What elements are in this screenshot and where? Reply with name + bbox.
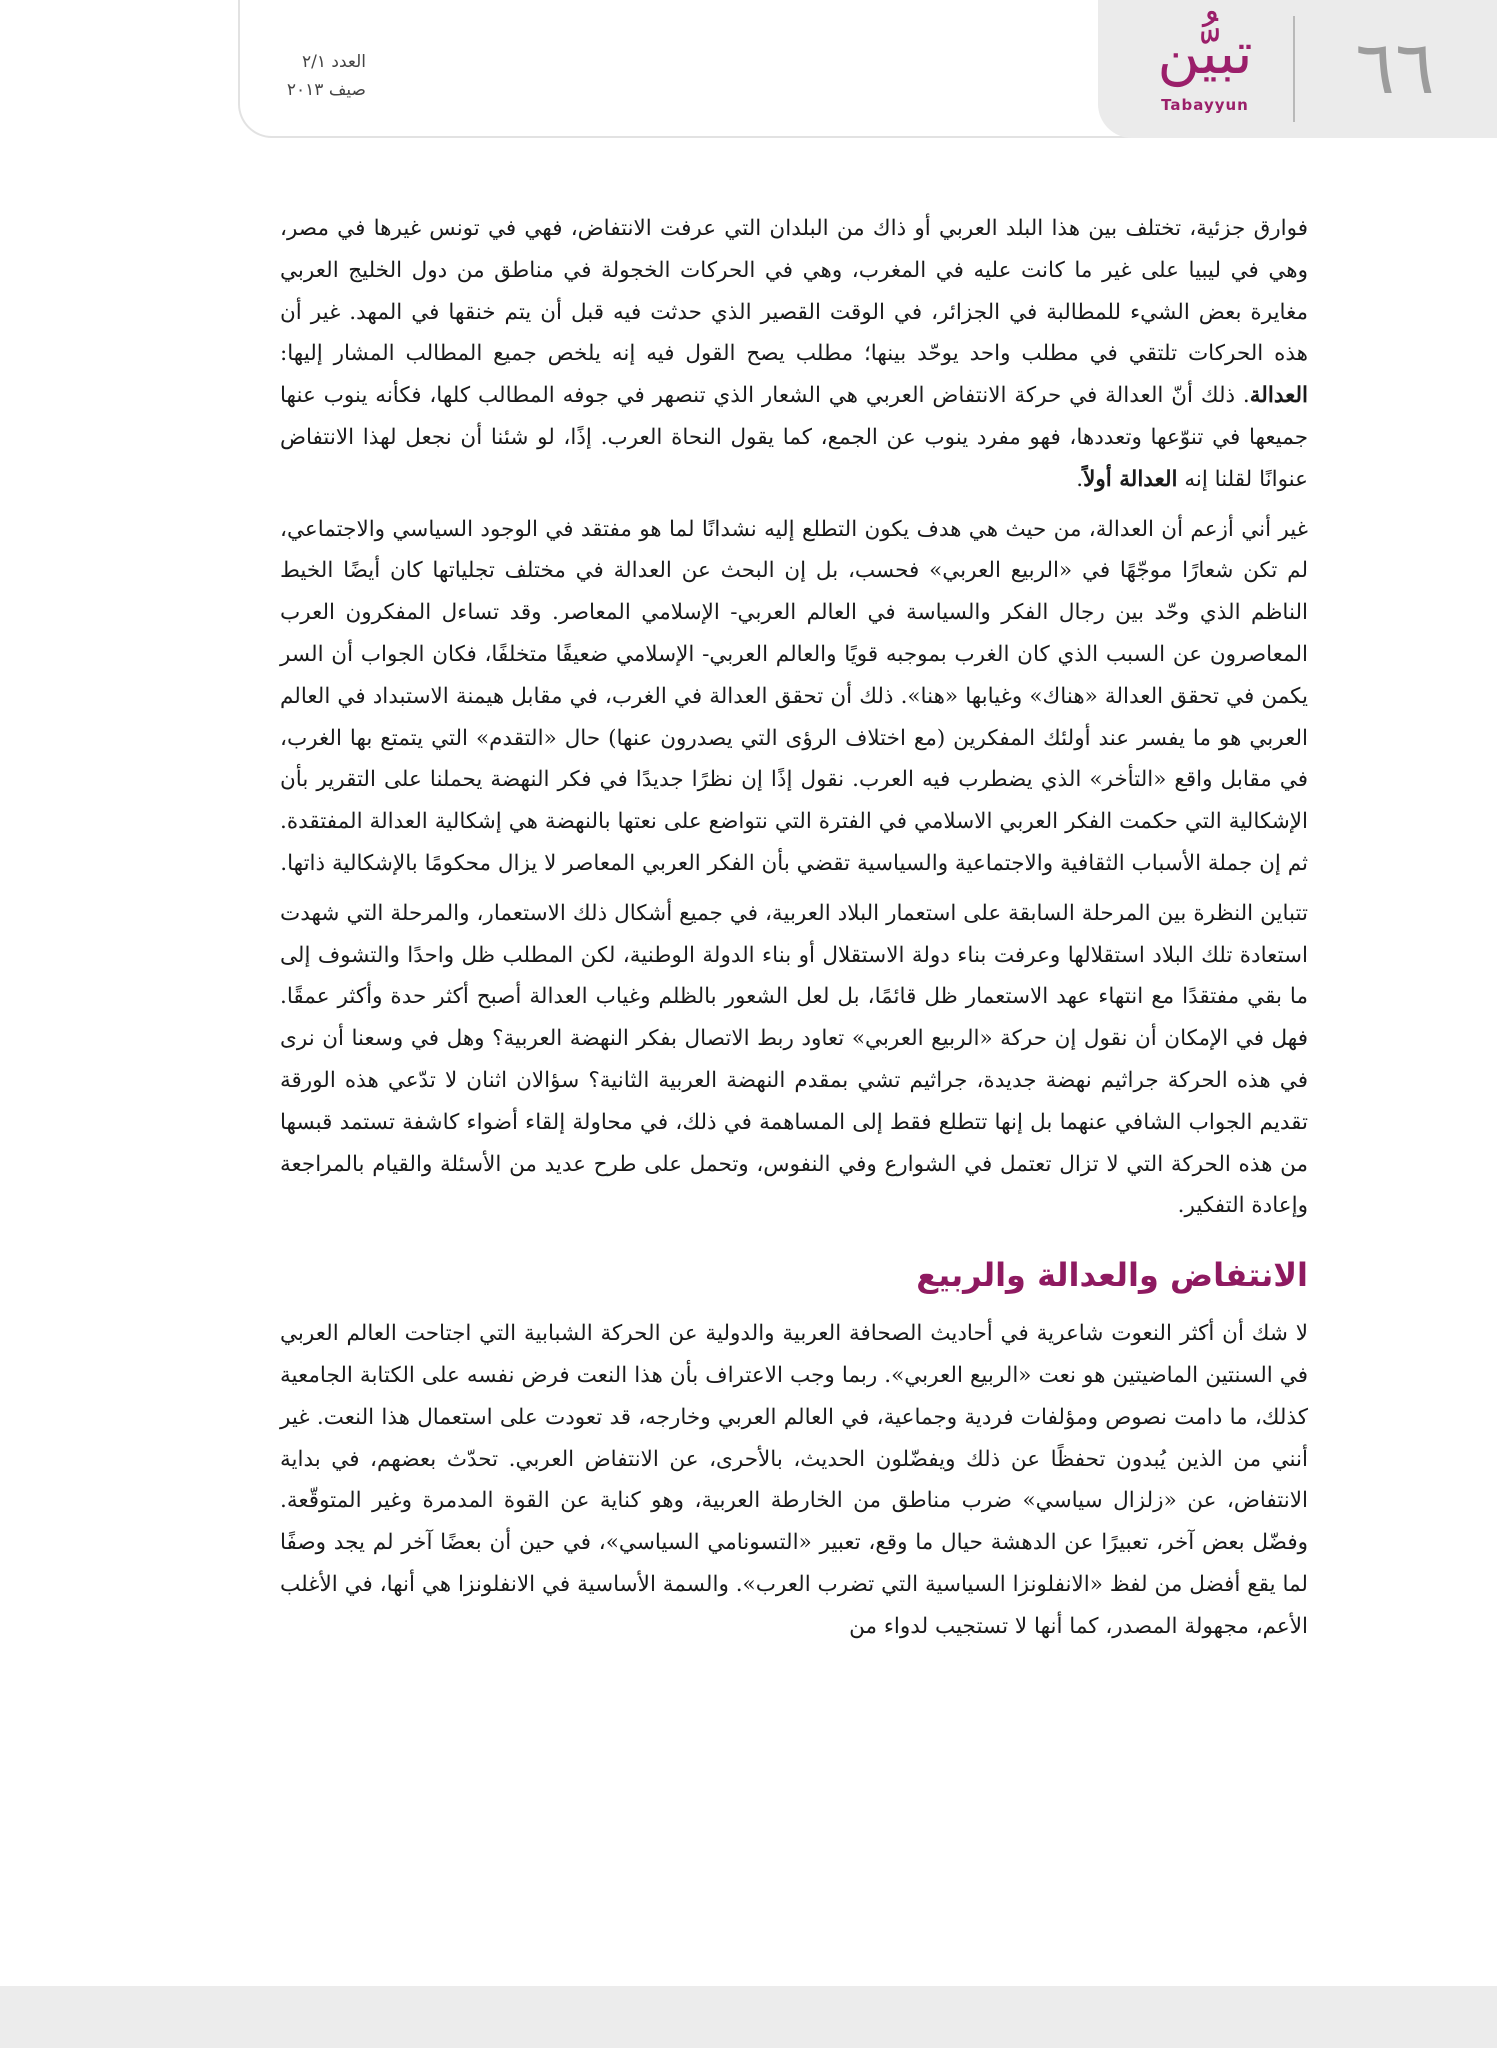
paragraph-1-part-e: .	[1076, 466, 1084, 492]
logo-latin-text: Tabayyun	[1161, 96, 1249, 114]
paragraph-2: غير أني أزعم أن العدالة، من حيث هي هدف يكون التطلع إليه نشدانًا لما هو مفتقد في الوجود السياسي والاجتماعي، لم تكن شعارًا موجّهًا في «الربيع العربي» فحسب، بل إن البحث عن العدالة في مختلف تجلياتها كان أيضًا الخيط الناظم الذي وحّد بين رجال الفكر والسياسة في العالم العربي- الإسلامي المعاصر. وقد تساءل المفكرون العرب المعاصرون عن السبب الذي كان الغرب بموجبه قويًا والعالم العربي- الإسلامي ضعيفًا متخلفًا، فكان الجواب أن السر يكمن في تحقق العدالة «هناك» وغيابها «هنا». ذلك أن تحقق العدالة في الغرب، في مقابل هيمنة الاستبداد في العالم العربي هو ما يفسر عند أولئك المفكرين (مع اختلاف الرؤى التي يصدرون عنها) حال «التقدم» التي يتمتع بها الغرب، في مقابل واقع «التأخر» الذي يضطرب فيه العرب. نقول إذًا إن نظرًا جديدًا في فكر النهضة يحملنا على التقرير بأن الإشكالية التي حكمت الفكر العربي الاسلامي في الفترة التي نتواضع على نعتها بالنهضة هي إشكالية العدالة المفتقدة. ثم إن جملة الأسباب الثقافية والاجتماعية والسياسية تقضي بأن الفكر العربي المعاصر لا يزال محكومًا بالإشكالية ذاتها.	[280, 516, 1308, 876]
issue-number: العدد ٢/١	[301, 52, 366, 72]
tabayyun-logo	[1120, 16, 1290, 126]
paragraph-1-part-c: . ذلك أنّ العدالة في حركة الانتفاض العربي هي الشعار الذي تنصهر في جوفه المطالب كلها، فكأنه ينوب عنها جميعها في تنوّعها وتعددها، فهو مفرد ينوب عن الجمع، كما يقول النحاة العرب. إذًا، لو شئنا أن نجعل لهذا الانتفاض عنوانًا لقلنا إنه	[280, 383, 1308, 492]
paragraph-1-part-a: فوارق جزئية، تختلف بين هذا البلد العربي أو ذاك من البلدان التي عرفت الانتفاض، فهي في تونس غيرها في مصر، وهي في ليبيا على غير ما كانت عليه في المغرب، وهي في الحركات الخجولة في مناطق من دول الخليج العربي مغايرة بعض الشيء للمطالبة في الجزائر، في الوقت القصير الذي حدثت فيه قبل أن يتم خنقها في المهد. غير أن هذه الحركات تلتقي في مطلب واحد يوحّد بينها؛ مطلب يصح القول فيه إنه يلخص جميع المطالب المشار إليها:	[280, 216, 1308, 367]
keyword-justice: العدالة	[1249, 383, 1308, 409]
issue-info	[246, 48, 366, 104]
section-heading: الانتفاض والعدالة والربيع	[916, 1256, 1308, 1295]
page-number: ٦٦	[1355, 25, 1435, 111]
paragraph-1	[280, 208, 1308, 501]
article-body	[280, 208, 1308, 1656]
paragraph-4: لا شك أن أكثر النعوت شاعرية في أحاديث الصحافة العربية والدولية عن الحركة الشبابية التي اجتاحت العالم العربي في السنتين الماضيتين هو نعت «الربيع العربي». ربما وجب الاعتراف بأن هذا النعت فرض نفسه على الكتابة الجامعية كذلك، ما دامت نصوص ومؤلفات فردية وجماعية، في العالم العربي وخارجه، قد تعودت على استعمال هذا النعت. غير أنني من الذين يُبدون تحفظًا عن ذلك ويفضّلون الحديث، بالأحرى، عن الانتفاض العربي. تحدّث بعضهم، في بداية الانتفاض، عن «زلزال سياسي» ضرب مناطق من الخارطة العربية، وهو كناية عن القوة المدمرة وغير المتوقّعة. وفضّل بعض آخر، تعبيرًا عن الدهشة حيال ما وقع، تعبير «التسونامي السياسي»، في حين أن بعضًا آخر لم يجد وصفًا لما يقع أفضل من لفظ «الانفلونزا السياسية التي تضرب العرب». والسمة الأساسية في الانفلونزا هي أنها، في الأغلب الأعم، مجهولة المصدر، كما أنها لا تستجيب لدواء من	[280, 1321, 1308, 1639]
header-divider	[1293, 16, 1295, 122]
logo-arabic-text: تبيُّن	[1157, 19, 1253, 87]
page-footer	[0, 1986, 1497, 2048]
keyword-justice-first: العدالة أولاً	[1083, 466, 1178, 492]
issue-season: صيف ٢٠١٣	[286, 80, 366, 100]
paragraph-3: تتباين النظرة بين المرحلة السابقة على استعمار البلاد العربية، في جميع أشكال ذلك الاستعمار، والمرحلة التي شهدت استعادة تلك البلاد استقلالها وعرفت بناء دولة الاستقلال أو بناء الدولة الوطنية، لكن المطلب ظل واحدًا والتشوف إلى ما بقي مفتقدًا مع انتهاء عهد الاستعمار ظل قائمًا، بل لعل الشعور بالظلم وغياب العدالة أصبح أكثر حدة وأكثر عمقًا. فهل في الإمكان أن نقول إن حركة «الربيع العربي» تعاود ربط الاتصال بفكر النهضة العربية؟ وهل في وسعنا أن نرى في هذه الحركة جراثيم نهضة جديدة، جراثيم تشي بمقدم النهضة العربية الثانية؟ سؤالان اثنان لا تدّعي هذه الورقة تقديم الجواب الشافي عنهما بل إنها تتطلع فقط إلى المساهمة في ذلك، في محاولة إلقاء أضواء كاشفة تستمد قبسها من هذه الحركة التي لا تزال تعتمل في الشوارع وفي النفوس، وتحمل على طرح عديد من الأسئلة والقيام بالمراجعة وإعادة التفكير.	[280, 900, 1308, 1219]
